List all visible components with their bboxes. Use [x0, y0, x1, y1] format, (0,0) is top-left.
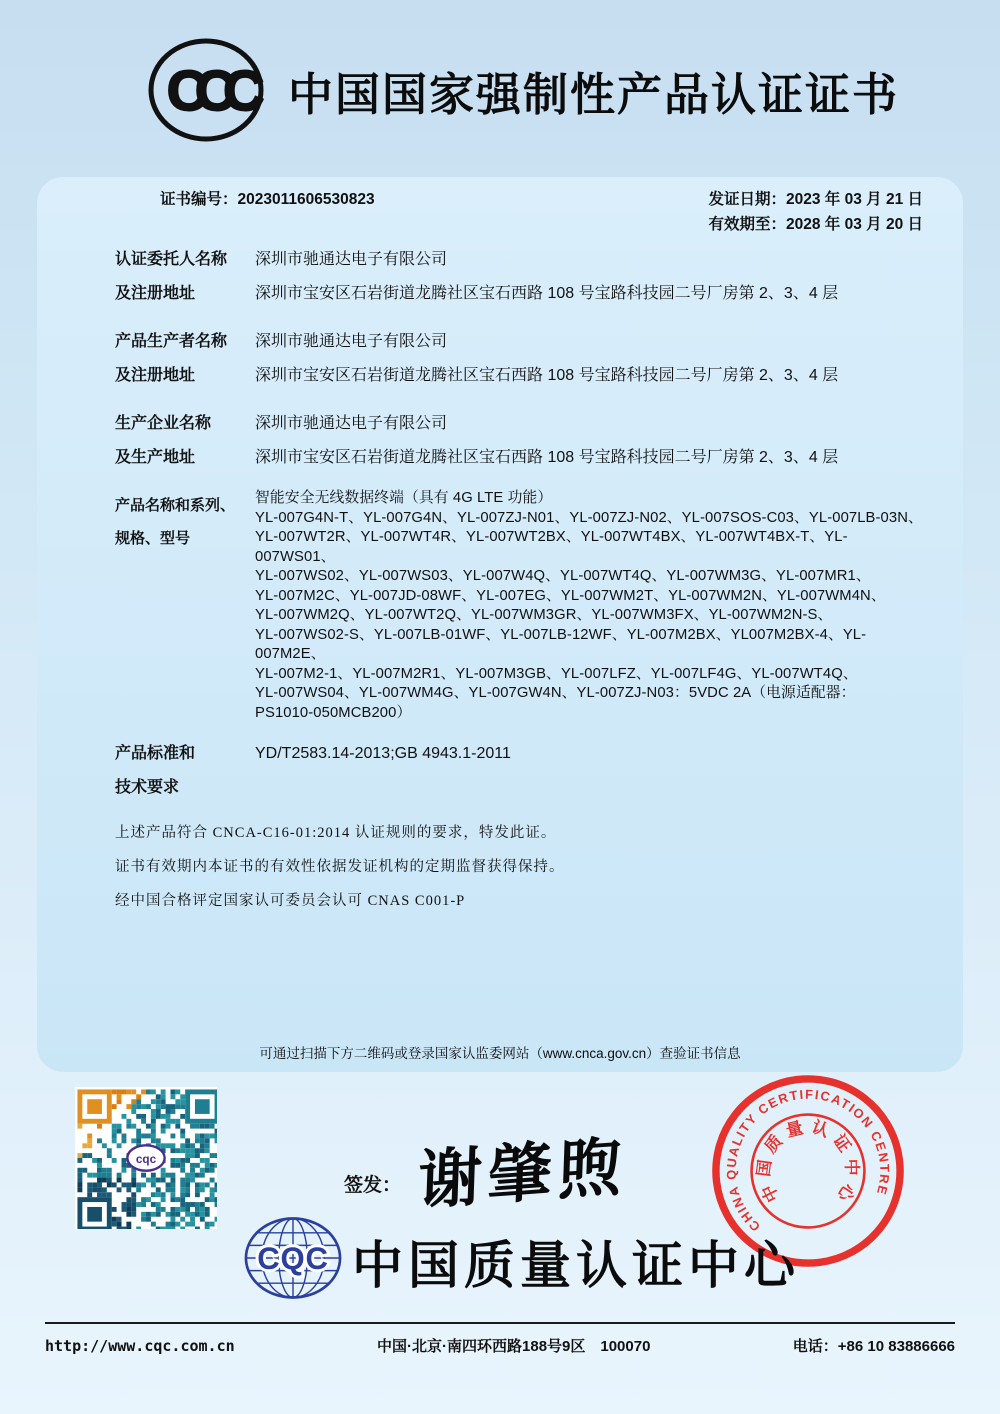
- svg-text:中国质量认证中心: [747, 1111, 868, 1221]
- product-models-line: YL-007WT2R、YL-007WT4R、YL-007WT2BX、YL-007WT4BX、YL-007WT4BX-T、YL-007WS01、: [255, 529, 848, 565]
- ccc-mark-icon: [146, 36, 266, 144]
- product-models-line: YL-007WS02、YL-007WS03、YL-007W4Q、YL-007WT4Q、YL-007WM3G、YL-007MR1、: [255, 568, 871, 584]
- factory-address: 深圳市宝安区石岩街道龙腾社区宝石西路 108 号宝路科技园二号厂房第 2、3、4 层: [255, 449, 839, 466]
- factory-label-address: 及生产地址: [115, 449, 196, 466]
- factory-values: [255, 407, 923, 475]
- ccc-mark-letters: CCC: [166, 59, 252, 123]
- applicant-label-name: 认证委托人名称: [115, 251, 228, 268]
- certification-statements: [115, 821, 923, 910]
- certificate-footer: [45, 1322, 955, 1356]
- qr-center-logo: cqc: [135, 1152, 157, 1166]
- certificate-header: [146, 36, 899, 144]
- product-labels: [115, 489, 255, 723]
- certificate-number-value: 2023011606530823: [237, 191, 375, 208]
- manufacturer-name: 深圳市驰通达电子有限公司: [255, 333, 448, 350]
- factory-name: 深圳市驰通达电子有限公司: [255, 415, 448, 432]
- manufacturer-values: [255, 325, 923, 393]
- standards-label-line2: 技术要求: [115, 779, 180, 796]
- standards-row: [115, 737, 923, 805]
- product-label-line1: 产品名称和系列、: [115, 497, 236, 514]
- standards-label-line1: 产品标准和: [115, 745, 196, 762]
- certificate-body-panel: [37, 177, 963, 1072]
- footer-address: 中国·北京·南四环西路188号9区 100070: [377, 1338, 651, 1355]
- product-models-line: YL-007M2C、YL-007JD-08WF、YL-007EG、YL-007WM2T、YL-007WM2N、YL-007WM4N、: [255, 587, 886, 604]
- issue-date-line: [708, 187, 923, 212]
- cqc-centre-name: 中国质量认证中心: [352, 1237, 801, 1294]
- expiry-date-line: [708, 212, 923, 237]
- applicant-values: [255, 243, 923, 311]
- stamp-chinese-text: 中国质量认证中心: [753, 1116, 862, 1210]
- factory-row: [115, 407, 923, 475]
- qr-verification-note: 可通过扫描下方二维码或登录国家认监委网站（www.cnca.gov.cn）查验证书信息: [259, 1046, 741, 1061]
- expiry-date-value: 2028 年 03 月 20 日: [786, 216, 923, 233]
- statement-line: 证书有效期内本证书的有效性依据发证机构的定期监督获得保持。: [115, 859, 565, 875]
- certificate-title: 中国国家强制性产品认证证书: [288, 68, 900, 120]
- certificate-meta: [115, 187, 923, 237]
- product-models-line: YL-007WS04、YL-007WM4G、YL-007GW4N、YL-007ZJ-N03：5VDC 2A（电源适配器：: [255, 685, 856, 701]
- cqc-globe-icon: [240, 1216, 346, 1300]
- product-models-line: YL-007WM2Q、YL-007WT2Q、YL-007WM3GR、YL-007WM3FX、YL-007WM2N-S、: [255, 607, 833, 623]
- applicant-row: [115, 243, 923, 311]
- issue-date-value: 2023 年 03 月 21 日: [786, 191, 923, 208]
- issue-date-label: 发证日期：: [708, 191, 786, 208]
- product-models-line: YL-007G4N-T、YL-007G4N、YL-007ZJ-N01、YL-007ZJ-N02、YL-007SOS-C03、YL-007LB-03N、: [255, 509, 923, 526]
- footer-website: http://www.cqc.com.cn: [45, 1337, 235, 1355]
- manufacturer-address: 深圳市宝安区石岩街道龙腾社区宝石西路 108 号宝路科技园二号厂房第 2、3、4 层: [255, 367, 839, 384]
- factory-labels: [115, 407, 255, 475]
- applicant-labels: [115, 243, 255, 311]
- manufacturer-label-name: 产品生产者名称: [115, 333, 228, 350]
- certificate-number-label: 证书编号：: [160, 191, 238, 208]
- stamp-english-text: CHINA QUALITY CERTIFICATION CENTRE: [723, 1086, 893, 1235]
- factory-label-name: 生产企业名称: [115, 415, 212, 432]
- product-label-line2: 规格、型号: [115, 530, 191, 547]
- issuer-label: 签发：: [344, 1175, 402, 1196]
- statement-line: 经中国合格评定国家认可委员会认可 CNAS C001-P: [115, 893, 466, 909]
- product-name: 智能安全无线数据终端（具有 4G LTE 功能）: [255, 490, 553, 506]
- expiry-date-label: 有效期至：: [708, 216, 786, 233]
- certificate-fields: [115, 243, 923, 910]
- manufacturer-row: [115, 325, 923, 393]
- applicant-address: 深圳市宝安区石岩街道龙腾社区宝石西路 108 号宝路科技园二号厂房第 2、3、4 层: [255, 285, 839, 302]
- standards-labels: [115, 737, 255, 805]
- standards-value: YD/T2583.14-2013;GB 4943.1-2011: [255, 745, 511, 762]
- product-row: [115, 489, 923, 723]
- product-values: [255, 489, 923, 723]
- footer-phone: 电话：+86 10 83886666: [792, 1338, 955, 1355]
- manufacturer-label-address: 及注册地址: [115, 367, 196, 384]
- manufacturer-labels: [115, 325, 255, 393]
- product-models-line: YL-007M2-1、YL-007M2R1、YL-007M3GB、YL-007LFZ、YL-007LF4G、YL-007WT4Q、: [255, 665, 858, 682]
- product-models-line: PS1010-050MCB200）: [255, 704, 412, 721]
- product-models-line: YL-007WS02-S、YL-007LB-01WF、YL-007LB-12WF、YL-007M2BX、YL007M2BX-4、YL-007M2E、: [255, 626, 867, 662]
- statement-line: 上述产品符合 CNCA-C16-01:2014 认证规则的要求，特发此证。: [115, 825, 557, 841]
- certificate-number: [160, 187, 375, 237]
- applicant-label-address: 及注册地址: [115, 285, 196, 302]
- certificate-dates: [708, 187, 923, 237]
- applicant-name: 深圳市驰通达电子有限公司: [255, 251, 448, 268]
- cqc-logo-letters: CQC: [257, 1240, 329, 1276]
- verification-qr-code: [75, 1087, 217, 1229]
- issuer-signature: 谢肇煦: [416, 1131, 629, 1218]
